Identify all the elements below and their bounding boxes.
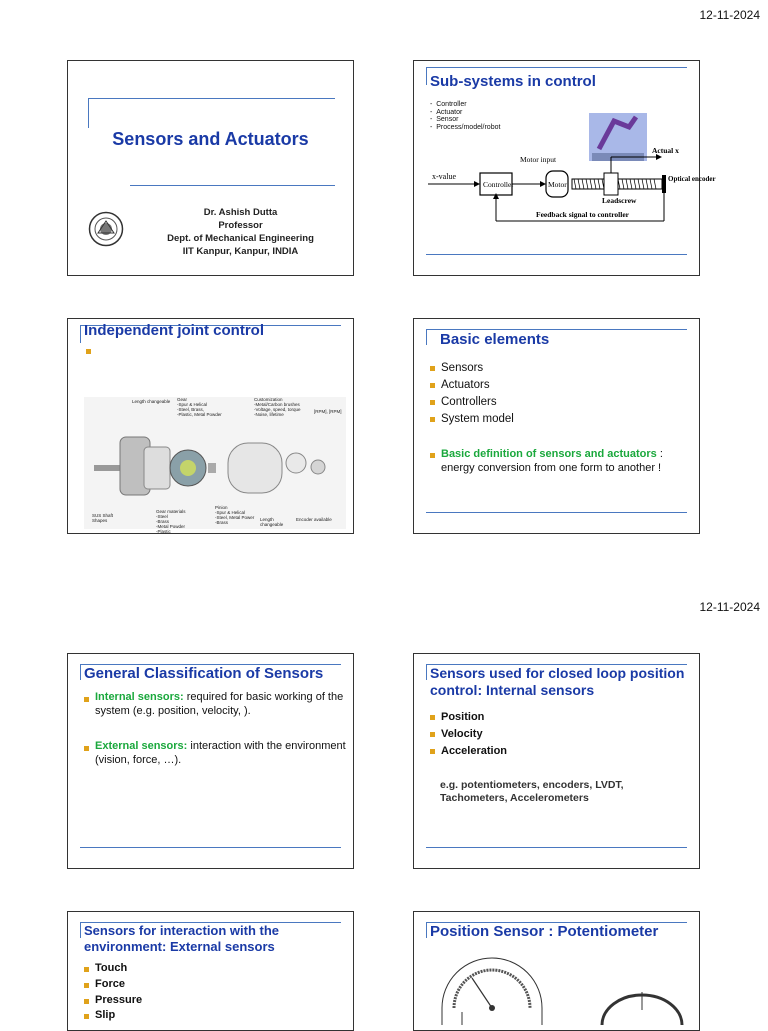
list-item: Sensors (430, 360, 514, 377)
slide-heading: Position Sensor : Potentiometer (430, 923, 659, 940)
author-name: Dr. Ashish Dutta (203, 207, 278, 218)
slide-potentiometer (413, 911, 700, 1031)
motor-label: Motor (548, 180, 567, 189)
diagram-label: Length changeable (260, 517, 284, 527)
control-block-diagram (424, 109, 716, 234)
presentation-title: Sensors and Actuators (112, 129, 309, 149)
author-institute: IIT Kanpur, Kanpur, INDIA (182, 246, 299, 257)
slide-heading: Independent joint control (84, 322, 264, 339)
list-item: Force (84, 977, 142, 993)
diagram-label: Encoder available (296, 517, 332, 522)
iit-kanpur-logo (88, 211, 124, 247)
slide-heading: Sensors for interaction with the environment: External sensors (84, 923, 280, 954)
slide-heading: General Classification of Sensors (84, 665, 324, 682)
list-item: - Actuator (430, 108, 463, 116)
definition-list (430, 447, 692, 475)
diagram-label-customization: Customization -Metal/Carbon brushes -Voltage, speed, torque -Noise, lifetime (254, 397, 301, 417)
slide-heading: Sensors used for closed loop position control: Internal sensors (430, 665, 685, 698)
author-dept: Dept. of Mechanical Engineering (167, 233, 314, 244)
exploded-motor-image (84, 397, 346, 534)
diagram-label: Length changeable (132, 399, 171, 404)
author-block (128, 206, 353, 258)
diagram-label: SUS Shaft Shapes (92, 513, 114, 523)
slide-heading: Basic elements (440, 331, 550, 348)
list-item: Slip (84, 1008, 142, 1024)
internal-sensor-list (430, 709, 507, 760)
list-item: Touch (84, 961, 142, 977)
list-item: System model (430, 411, 514, 428)
slide-joint-control (67, 318, 354, 534)
classification-list (84, 691, 346, 767)
motor-input-label: Motor input (520, 155, 557, 164)
optical-encoder-label: Optical encoder (668, 175, 716, 183)
list-item: Acceleration (430, 743, 507, 760)
page-date: 12-11-2024 (699, 600, 760, 614)
x-value-label: x-value (432, 172, 456, 181)
diagram-label-pinion: Pinion -Spur & Helical -Steel, Metal Power -Brass (215, 505, 255, 525)
slide-heading: Sub-systems in control (430, 73, 596, 90)
actual-x-label: Actual x (652, 146, 679, 155)
diagram-label-gear-materials: Gear materials -Steel -Brass -Metal Powder -Plastic (156, 509, 186, 534)
list-item: - Controller (430, 101, 467, 108)
definition-item: Basic definition of sensors and actuators : energy conversion from one form to another ! (430, 447, 692, 475)
elements-list (430, 360, 514, 428)
list-item: Pressure (84, 993, 142, 1009)
diagram-label: [RPM], [RPM] (314, 409, 342, 414)
slide-title (67, 60, 354, 276)
slide-external-sensors (67, 911, 354, 1031)
external-sensor-list (84, 961, 142, 1024)
examples-text: e.g. potentiometers, encoders, LVDT, Tachometers, Accelerometers (440, 779, 624, 804)
slide-subsystems (413, 60, 716, 276)
potentiometer-diagram (432, 950, 692, 1025)
slide-classification (67, 653, 354, 869)
list-item: - Process/model/robot (430, 123, 501, 131)
list-item: Velocity (430, 726, 507, 743)
page-date: 12-11-2024 (699, 8, 760, 22)
list-item: Internal sensors: required for basic working of the system (e.g. position, velocity, ). (84, 691, 346, 718)
leadscrew-label: Leadscrew (602, 196, 637, 205)
diagram-label-gear: Gear -Spur & Helical -Steel, Brass, -Plastic, Metal Powder (177, 397, 222, 417)
list-item: Position (430, 709, 507, 726)
list-item: External sensors: interaction with the environment (vision, force, …). (84, 740, 346, 767)
feedback-label: Feedback signal to controller (536, 210, 629, 219)
slide-basic-elements (413, 318, 700, 534)
author-position: Professor (218, 220, 263, 231)
controller-label: Controller (483, 180, 514, 189)
list-item: - Sensor (430, 116, 459, 124)
list-item: Actuators (430, 377, 514, 394)
slide-internal-sensors (413, 653, 700, 869)
list-item: Controllers (430, 394, 514, 411)
